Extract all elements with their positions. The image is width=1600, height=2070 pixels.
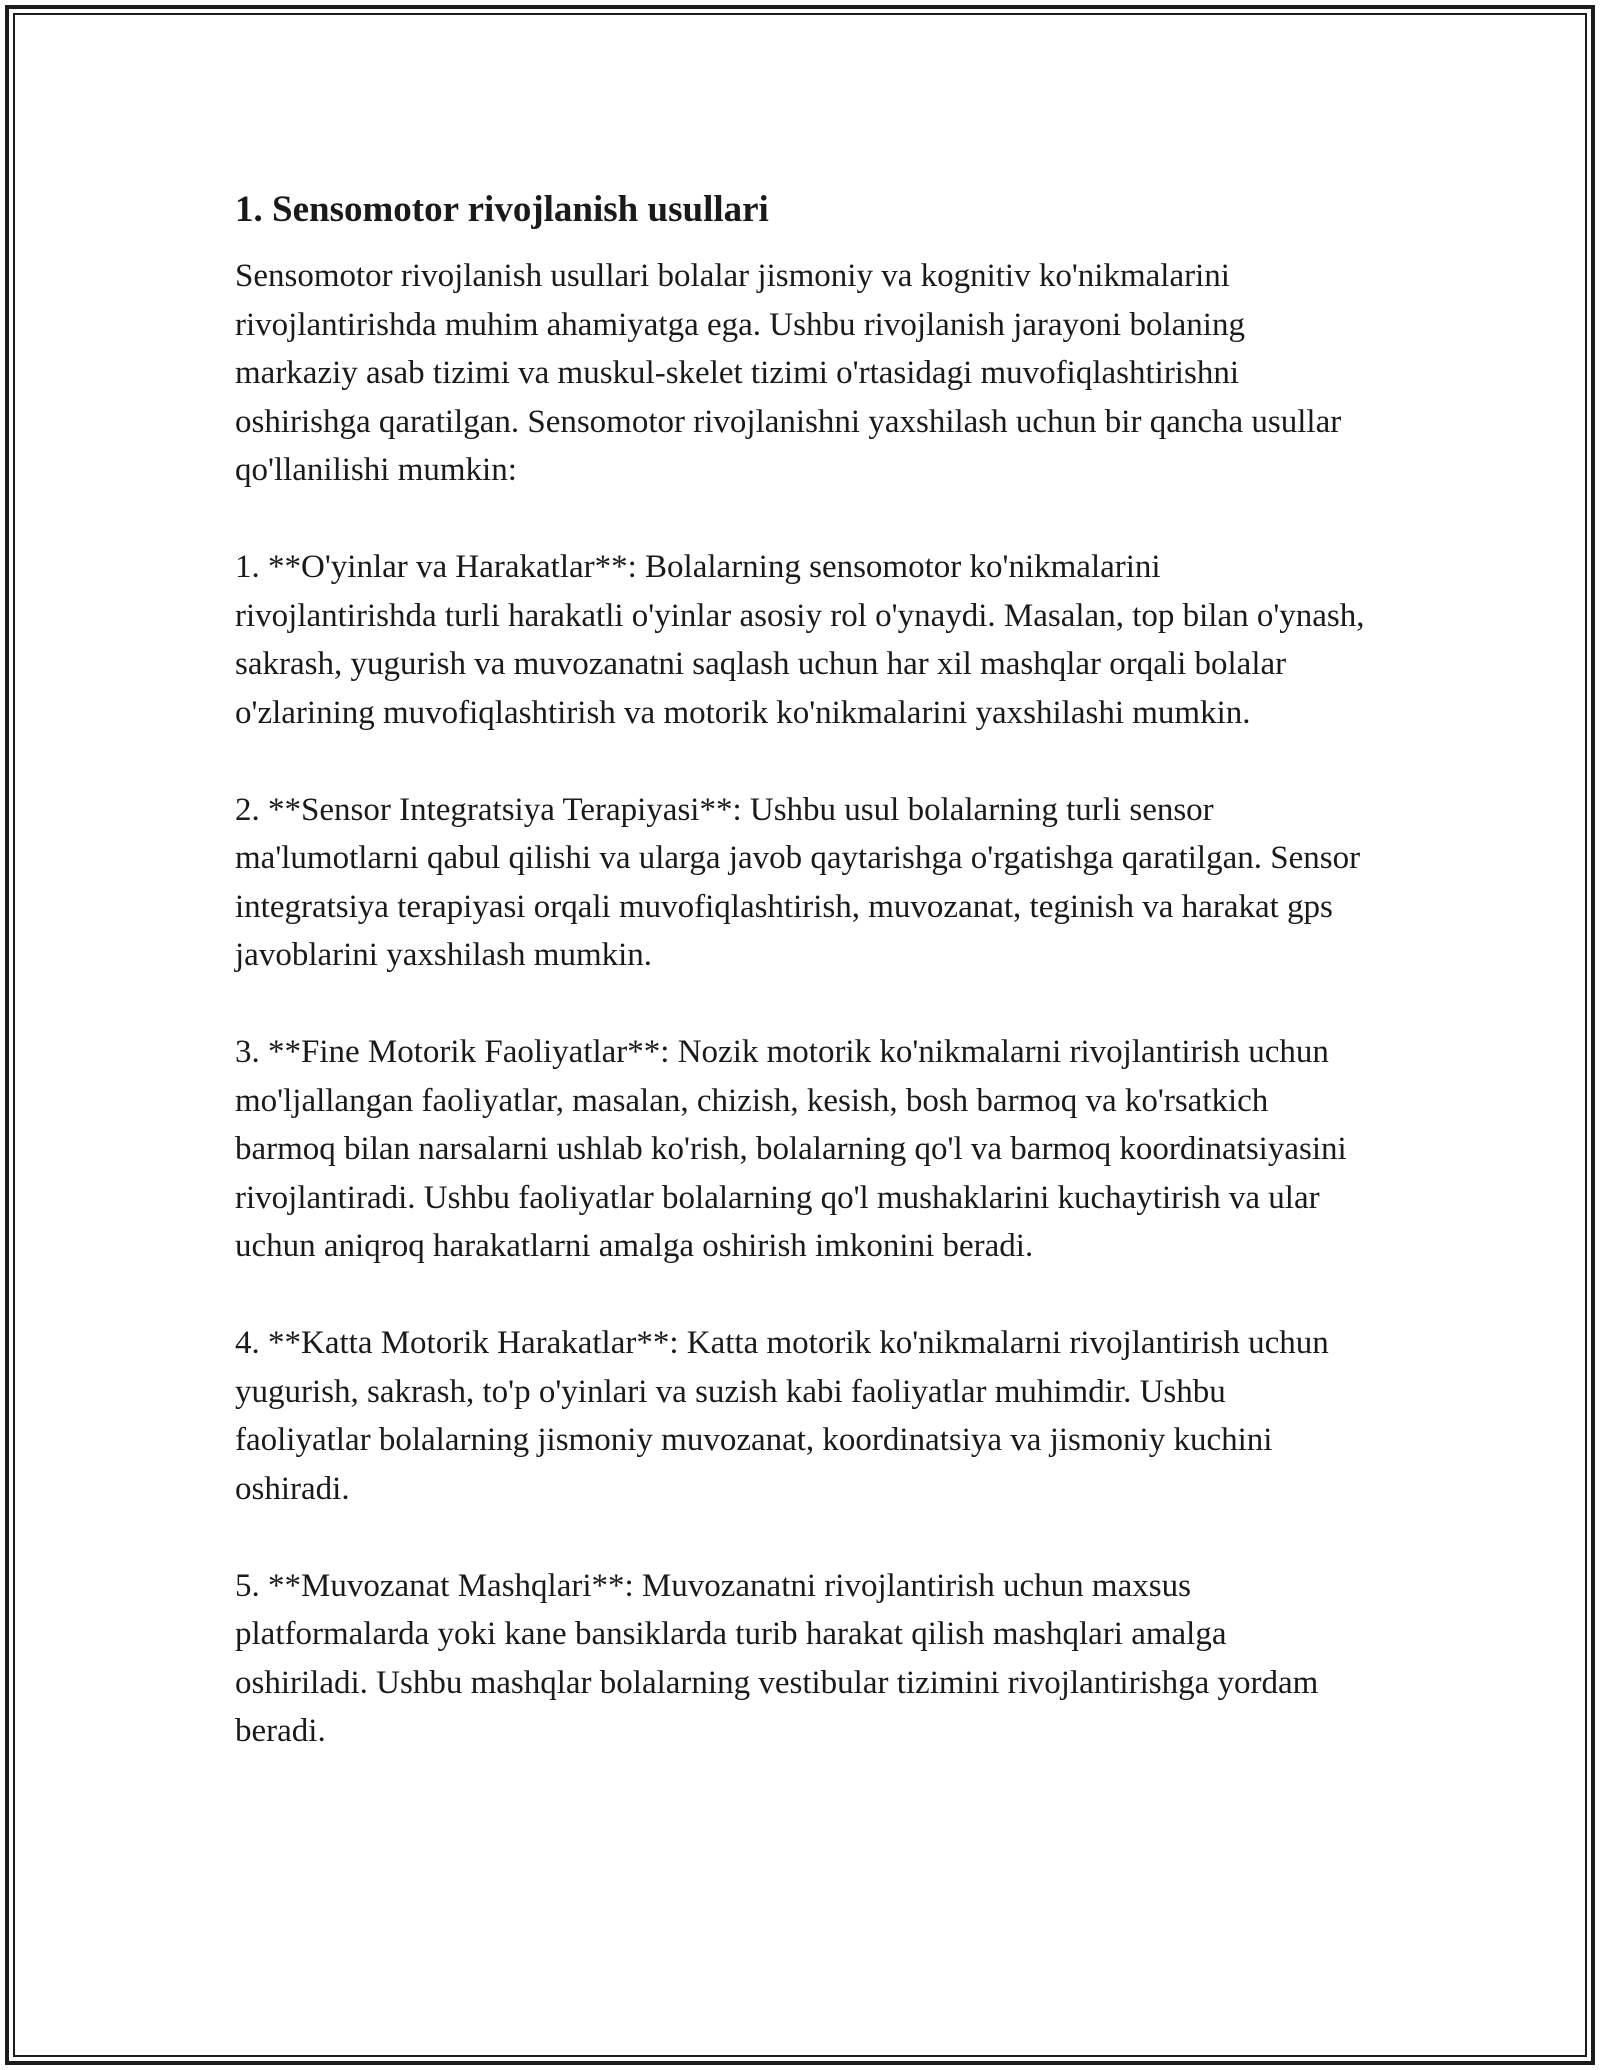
intro-paragraph: Sensomotor rivojlanish usullari bolalar jismoniy va kognitiv ko'nikmalarini rivojlantirishda muhim ahamiyatga ega. Ushbu rivojlanish jarayoni bolaning markaziy asab tizimi va muskul-skelet tizimi o'rtasidagi muvofiqlashtirishni oshirishga qaratilgan. Sensomotor rivojlanishni yaxshilash uchun bir qancha usullar qo'llanilishi mumkin: [235, 258, 1342, 488]
method-1-paragraph: 1. **O'yinlar va Harakatlar**: Bolalarning sensomotor ko'nikmalarini rivojlantirishda turli harakatli o'yinlar asosiy rol o'ynaydi. Masalan, top bilan o'ynash, sakrash, yugurish va muvozanatni saqlash uchun har xil mashqlar orqali bolalar o'zlarining muvofiqlashtirish va motorik ko'nikmalarini yaxshilashi mumkin. [235, 549, 1365, 731]
method-2-paragraph: 2. **Sensor Integratsiya Terapiyasi**: Ushbu usul bolalarning turli sensor ma'lumotlarni qabul qilishi va ularga javob qaytarishga o'rgatishga qaratilgan. Sensor integratsiya terapiyasi orqali muvofiqlashtirish, muvozanat, teginish va harakat gps javoblarini yaxshilash mumkin. [235, 791, 1361, 973]
document-body [235, 186, 1365, 1804]
method-3-paragraph: 3. **Fine Motorik Faoliyatlar**: Nozik motorik ko'nikmalarni rivojlantirish uchun mo'ljallangan faoliyatlar, masalan, chizish, kesish, bosh barmoq va ko'rsatkich barmoq bilan narsalarni ushlab ko'rish, bolalarning qo'l va barmoq koordinatsiyasini rivojlantiradi. Ushbu faoliyatlar bolalarning qo'l mushaklarini kuchaytirish va ular uchun aniqroq harakatlarni amalga oshirish imkonini beradi. [235, 1034, 1347, 1264]
method-4-paragraph: 4. **Katta Motorik Harakatlar**: Katta motorik ko'nikmalarni rivojlantirish uchun yugurish, sakrash, to'p o'yinlari va suzish kabi faoliyatlar muhimdir. Ushbu faoliyatlar bolalarning jismoniy muvozanat, koordinatsiya va jismoniy kuchini oshiradi. [235, 1325, 1329, 1507]
section-title: 1. Sensomotor rivojlanish usullari [235, 189, 769, 230]
method-5-paragraph: 5. **Muvozanat Mashqlari**: Muvozanatni rivojlantirish uchun maxsus platformalarda yoki kane bansiklarda turib harakat qilish mashqlari amalga oshiriladi. Ushbu mashqlar bolalarning vestibular tizimini rivojlantirishga yordam beradi. [235, 1567, 1319, 1749]
